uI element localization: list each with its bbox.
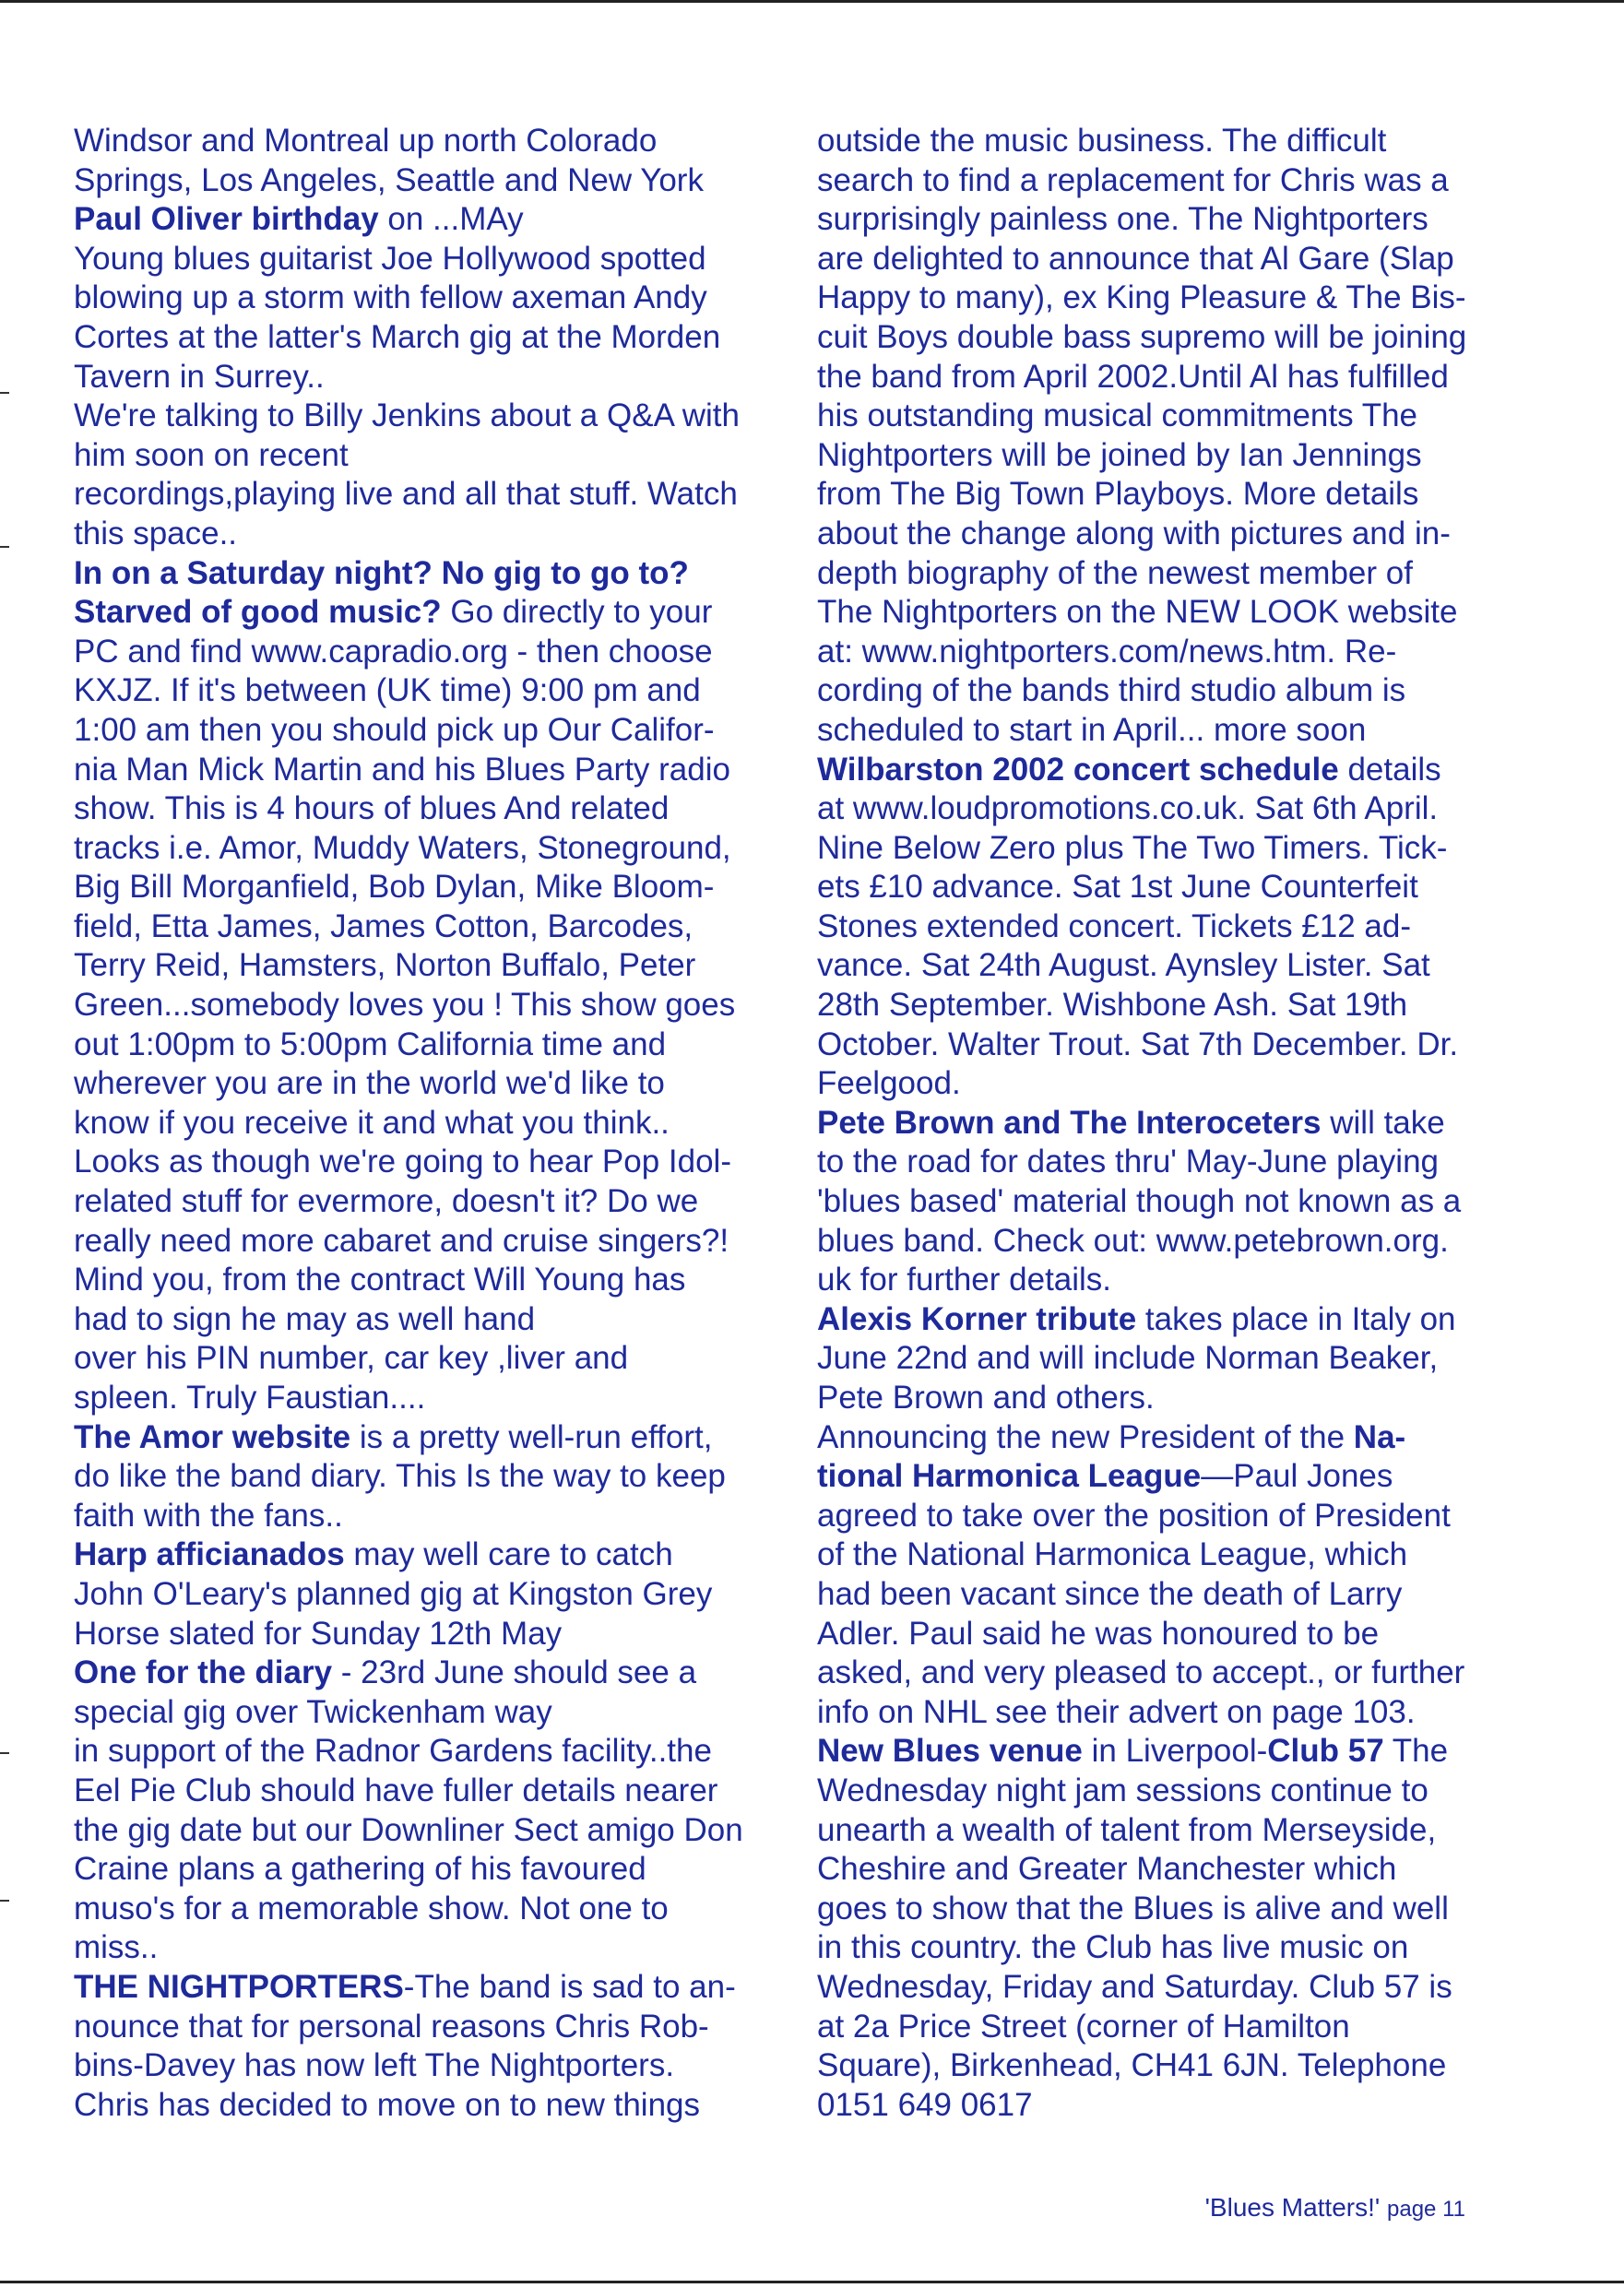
text-line: recordings,playing live and all that stuff. Watch	[74, 476, 738, 513]
nightporters-heading	[74, 1968, 807, 2008]
text-line: cording of the bands third studio album is	[817, 672, 1406, 709]
text-line: Wednesday, Friday and Saturday. Club 57 is	[817, 1968, 1452, 2005]
text-line: October. Walter Trout. Sat 7th December. Dr.	[817, 1025, 1459, 1062]
text-line: outside the music business. The difficult	[817, 123, 1387, 159]
text-line: show. This is 4 hours of blues And related	[74, 790, 670, 827]
text-run: in Liverpool-	[1082, 1733, 1268, 1770]
text-line: nounce that for personal reasons Chris Rob-	[74, 2008, 709, 2045]
text-run: —Paul Jones	[1201, 1458, 1393, 1495]
text-line: know if you receive it and what you think..	[74, 1104, 670, 1141]
korner-paragraph	[817, 1339, 1520, 1417]
text-run: The	[1383, 1733, 1449, 1770]
text-line: Adler. Paul said he was honoured to be	[817, 1615, 1380, 1652]
top-rule	[0, 0, 1624, 3]
text-run: details	[1338, 751, 1441, 788]
bold-lead: THE NIGHTPORTERS	[74, 1968, 404, 2005]
text-line: Nine Below Zero plus The Two Timers. Tick-	[817, 829, 1448, 866]
text-line: 'blues based' material though not known as a	[817, 1183, 1462, 1220]
text-line: Stones extended concert. Tickets £12 ad-	[817, 907, 1411, 944]
text-line: to the road for dates thru' May-June playing	[817, 1144, 1440, 1180]
text-line: in support of the Radnor Gardens facility..the	[74, 1733, 712, 1770]
bold-lead: Wilbarston 2002 concert schedule	[817, 751, 1339, 788]
text-line: spleen. Truly Faustian....	[74, 1380, 426, 1416]
text-line: wherever you are in the world we'd like to	[74, 1065, 665, 1102]
text-line: search to find a replacement for Chris was a	[817, 161, 1449, 198]
text-line: at www.loudpromotions.co.uk. Sat 6th April.	[817, 790, 1439, 827]
text-line: vance. Sat 24th August. Aynsley Lister. Sat	[817, 947, 1430, 984]
bold-lead: In on a Saturday night? No gig to go to?	[74, 554, 689, 591]
text-line: Eel Pie Club should have fuller details nearer	[74, 1772, 718, 1808]
text-line: from The Big Town Playboys. More details	[817, 476, 1419, 513]
margin-mark	[0, 1752, 9, 1754]
text-line: Terry Reid, Hamsters, Norton Buffalo, Peter	[74, 947, 696, 984]
text-line: info on NHL see their advert on page 103.	[817, 1693, 1416, 1730]
harp-heading	[74, 1535, 807, 1575]
bold-lead: tional Harmonica League	[817, 1458, 1202, 1495]
bold-lead: Starved of good music?	[74, 594, 442, 631]
margin-mark	[0, 1900, 9, 1902]
margin-mark	[0, 546, 9, 548]
pop-idol-paragraph	[74, 1143, 807, 1417]
text-line: asked, and very pleased to accept., or further	[817, 1654, 1465, 1691]
text-run: will take	[1321, 1104, 1445, 1141]
text-line: Big Bill Morganfield, Bob Dylan, Mike Bloom-	[74, 869, 715, 906]
left-column	[74, 122, 807, 2125]
nightporters-paragraph	[74, 2008, 807, 2126]
saturday-subheading	[74, 593, 807, 633]
text-line: his outstanding musical commitments The	[817, 397, 1418, 434]
text-line: unearth a wealth of talent from Merseyside,	[817, 1811, 1437, 1848]
text-line: agreed to take over the position of President	[817, 1497, 1451, 1534]
text-line: over his PIN number, car key ,liver and	[74, 1340, 629, 1377]
bold-lead: Harp afficianados	[74, 1536, 345, 1573]
text-line: 0151 649 0617	[817, 2086, 1033, 2123]
text-line: uk for further details.	[817, 1262, 1112, 1298]
bold-lead: One for the diary	[74, 1654, 333, 1691]
text-line: 28th September. Wishbone Ash. Sat 19th	[817, 987, 1408, 1024]
text-line: field, Etta James, James Cotton, Barcodes,	[74, 907, 693, 944]
nightporters-continued-paragraph	[817, 122, 1520, 751]
nhl-paragraph	[817, 1497, 1520, 1733]
text-line: do like the band diary. This Is the way to keep	[74, 1458, 726, 1495]
billy-jenkins-paragraph	[74, 397, 807, 553]
bold-lead: Club 57	[1267, 1733, 1384, 1770]
nhl-subheading	[817, 1457, 1520, 1497]
text-line: Cortes at the latter's March gig at the Morden	[74, 318, 721, 355]
bold-lead: The Amor website	[74, 1418, 351, 1455]
nhl-heading	[817, 1418, 1520, 1458]
bold-lead: Paul Oliver birthday	[74, 201, 379, 238]
text-line: the gig date but our Downliner Sect amigo Don	[74, 1811, 743, 1848]
text-line: about the change along with pictures and in-	[817, 515, 1451, 551]
text-line: Green...somebody loves you ! This show goes	[74, 987, 736, 1024]
text-line: of the National Harmonica League, which	[817, 1536, 1408, 1573]
text-line: Craine plans a gathering of his favoured	[74, 1851, 646, 1888]
text-line: Tavern in Surrey..	[74, 358, 325, 395]
text-line: Looks as though we're going to hear Pop Idol-	[74, 1144, 731, 1180]
text-line: The Nightporters on the NEW LOOK website	[817, 594, 1458, 631]
saturday-heading	[74, 554, 807, 594]
korner-heading	[817, 1300, 1520, 1340]
page-footer	[1205, 2193, 1465, 2223]
text-line: out 1:00pm to 5:00pm California time and	[74, 1025, 667, 1062]
text-line: had to sign he may as well hand	[74, 1300, 536, 1337]
text-line: Springs, Los Angeles, Seattle and New York	[74, 161, 704, 198]
text-line: are delighted to announce that Al Gare (Slap	[817, 240, 1454, 277]
margin-mark	[0, 392, 9, 394]
text-line: the band from April 2002.Until Al has fulfilled	[817, 358, 1449, 395]
text-run: Go directly to your	[441, 594, 713, 631]
text-line: PC and find www.capradio.org - then choose	[74, 633, 713, 670]
text-line: blues band. Check out: www.petebrown.org.	[817, 1222, 1449, 1259]
capradio-paragraph	[74, 633, 807, 1144]
text-line: June 22nd and will include Norman Beaker,	[817, 1340, 1439, 1377]
text-run: may well care to catch	[344, 1536, 673, 1573]
text-line: Wednesday night jam sessions continue to	[817, 1772, 1428, 1808]
text-run: -The band is sad to an-	[403, 1968, 736, 2005]
wilbarston-paragraph	[817, 789, 1520, 1104]
text-line: in this country. the Club has live music on	[817, 1929, 1409, 1966]
text-line: at 2a Price Street (corner of Hamilton	[817, 2008, 1350, 2045]
harp-paragraph	[74, 1575, 807, 1654]
diary-heading	[74, 1654, 807, 1693]
text-line: muso's for a memorable show. Not one to	[74, 1890, 669, 1926]
bold-lead: Alexis Korner tribute	[817, 1300, 1137, 1337]
text-line: had been vacant since the death of Larry	[817, 1575, 1403, 1612]
text-line: ets £10 advance. Sat 1st June Counterfeit	[817, 869, 1418, 906]
publication-name: 'Blues Matters!'	[1204, 2193, 1381, 2222]
wilbarston-heading	[817, 751, 1520, 790]
text-run: is a pretty well-run effort,	[350, 1418, 713, 1455]
text-line: Nightporters will be joined by Ian Jennings	[817, 436, 1422, 473]
paul-oliver-heading	[74, 200, 807, 240]
text-line: Young blues guitarist Joe Hollywood spotted	[74, 240, 706, 277]
joe-hollywood-paragraph	[74, 240, 807, 397]
bold-lead: Pete Brown and The Interoceters	[817, 1104, 1322, 1141]
text-line: faith with the fans..	[74, 1497, 343, 1534]
amor-paragraph	[74, 1457, 807, 1535]
text-line: tracks i.e. Amor, Muddy Waters, Stoneground,	[74, 829, 731, 866]
text-line: really need more cabaret and cruise singers?!	[74, 1222, 729, 1259]
text-line: miss..	[74, 1929, 159, 1966]
text-line: Square), Birkenhead, CH41 6JN. Telephone	[817, 2047, 1447, 2084]
text-line: him soon on recent	[74, 436, 349, 473]
bottom-rule	[0, 2281, 1624, 2283]
text-line: related stuff for evermore, doesn't it? Do we	[74, 1183, 699, 1220]
text-line: 1:00 am then you should pick up Our Califor-	[74, 711, 715, 748]
pete-brown-paragraph	[817, 1143, 1520, 1299]
text-line: Mind you, from the contract Will Young has	[74, 1262, 686, 1298]
text-line: Pete Brown and others.	[817, 1380, 1155, 1416]
text-line: surprisingly painless one. The Nightporters	[817, 201, 1428, 238]
venue-heading	[817, 1732, 1520, 1772]
text-line: Feelgood.	[817, 1065, 961, 1102]
text-run: takes place in Italy on	[1136, 1300, 1456, 1337]
text-line: Horse slated for Sunday 12th May	[74, 1615, 563, 1652]
right-column	[817, 122, 1520, 2125]
text-line: John O'Leary's planned gig at Kingston Grey	[74, 1575, 713, 1612]
venue-paragraph	[817, 1772, 1520, 2125]
text-line: blowing up a storm with fellow axeman Andy	[74, 279, 707, 316]
bold-lead: New Blues venue	[817, 1733, 1083, 1770]
text-line: We're talking to Billy Jenkins about a Q&A with	[74, 397, 740, 434]
text-line: bins-Davey has now left The Nightporters.	[74, 2047, 675, 2084]
text-run: on ...MAy	[378, 201, 524, 238]
text-line: goes to show that the Blues is alive and well	[817, 1890, 1449, 1926]
text-line: KXJZ. If it's between (UK time) 9:00 pm and	[74, 672, 701, 709]
text-line: depth biography of the newest member of	[817, 554, 1413, 591]
text-line: Happy to many), ex King Pleasure & The Bis-	[817, 279, 1466, 316]
text-line: Cheshire and Greater Manchester which	[817, 1851, 1397, 1888]
bold-lead: Na-	[1353, 1418, 1406, 1455]
text-line: at: www.nightporters.com/news.htm. Re-	[817, 633, 1397, 670]
amor-heading	[74, 1418, 807, 1458]
text-line: Chris has decided to move on to new things	[74, 2086, 700, 2123]
text-line: special gig over Twickenham way	[74, 1693, 552, 1730]
diary-paragraph	[74, 1693, 807, 1968]
text-line: cuit Boys double bass supremo will be joining	[817, 318, 1467, 355]
text-run: Announcing the new President of the	[817, 1418, 1354, 1455]
page-number: page 11	[1387, 2197, 1465, 2222]
pete-brown-heading	[817, 1104, 1520, 1144]
text-line: scheduled to start in April... more soon	[817, 711, 1367, 748]
text-line: nia Man Mick Martin and his Blues Party radio	[74, 751, 730, 788]
text-run: - 23rd June should see a	[332, 1654, 697, 1691]
text-line: Windsor and Montreal up north Colorado	[74, 123, 658, 159]
text-line: this space..	[74, 515, 238, 551]
